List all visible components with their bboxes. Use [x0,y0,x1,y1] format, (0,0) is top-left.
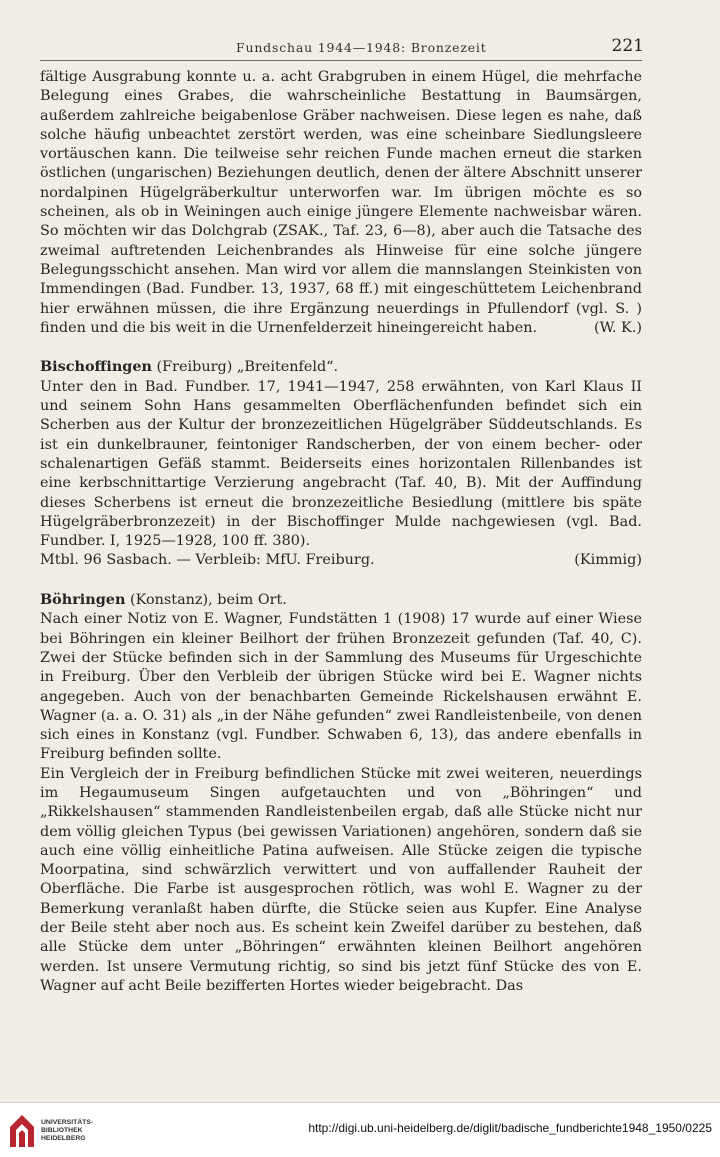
running-title: Fundschau 1944—1948: Bronzezeit [236,40,487,55]
entry-location-bischoffingen: (Freiburg) „Breitenfeld“. [151,359,339,376]
continuation-text: fältige Ausgrabung konnte u. a. acht Grabgruben in einem Hügel, die mehrfache Belegung eines Grabes, die wahrscheinliche Bestattung in Baumsärgen, außerdem zahlreiche beigabenlose Gräber nachweisen. Diese legen es nahe, daß solche häufig unbeachtet zerstört werden, was eine scheinbare Siedlungsleere vortäuschen kann. Die teilweise sehr reichen Funde machen erneut die starken östlichen (ungarischen) Beziehungen deutlich, denen der ältere Abschnitt unserer nordalpinen Hügelgräberkultur unterworfen war. Im übrigen möchte es so scheinen, als ob in Weiningen auch einige jüngere Elemente nachweisbar wären. So möchten wir das Dolchgrab (ZSAK., Taf. 23, 6—8), aber auch die Tatsache des zweimal auftretenden Leichenbrandes als Hinweise für eine solche jüngere Belegungsschicht ansehen. Man wird vor allem die mannslangen Steinkisten von Immendingen (Bad. Fundber. 13, 1937, 68 ff.) mit eingeschüttetem Leichenbrand hier erwähnen müssen, die ihre Ergänzung neuerdings in Pfullendorf (vgl. S. ) finden und die bis weit in die Urnenfelderzeit hineingereicht haben. [40,69,642,336]
continuation-paragraph [40,68,642,338]
entry-footer-bischoffingen [40,551,642,570]
viewer-footer [0,1102,720,1157]
body-text [40,68,642,996]
author-bischoffingen: (Kimmig) [574,552,642,569]
library-logo-text [41,1119,93,1143]
entry-text-boehringen-1: Nach einer Notiz von E. Wagner, Fundstätten 1 (1908) 17 wurde auf einer Wiese bei Böhringen ein kleiner Beilhort der frühen Bronzezeit gefunden (Taf. 40, C). Zwei der Stücke befinden sich in der Sammlung des Museums für Urgeschichte in Freiburg. Über den Verbleib der übrigen Stücke wird bei E. Wagner nichts angegeben. Auch von der benachbarten Gemeinde Rickelshausen erwähnt E. Wagner (a. a. O. 31) als „in der Nähe gefunden“ zwei Randleistenbeile, von denen sich eines in Konstanz (vgl. Fundber. Schwaben 6, 13), das andere ebenfalls in Freiburg befinden sollte. [40,611,642,763]
section-gap [40,338,642,357]
mtbl-bischoffingen: Mtbl. 96 Sasbach. — Verbleib: MfU. Freiburg. [40,552,375,569]
page-number: 221 [611,36,644,56]
entry-text-boehringen-2: Ein Vergleich der in Freiburg befindlichen Stücke mit zwei weiteren, neuerdings im Hegaumuseum Singen aufgetauchten und von „Böhringen“ und „Rikkelshausen“ stammenden Randleistenbeilen ergab, daß alle Stücke nicht nur dem völlig gleichen Typus (bei gewissen Variationen) angehören, sondern daß sie auch eine völlig einheitliche Patina aufweisen. Alle Stücke zeigen die typische Moorpatina, sind schwärzlich verwittert und von auffallender Rauheit der Oberfläche. Die Farbe ist ausgesprochen rötlich, was wohl E. Wagner zu der Bemerkung veranlaßt haben dürfte, die Stücke seien aus Kupfer. Eine Analyse der Beile steht aber noch aus. Es scheint kein Zweifel darüber zu bestehen, daß alle Stücke dem unter „Böhringen“ erwähnten kleinen Beilhort angehören werden. Ist unsere Vermutung richtig, so sind bis jetzt fünf Stücke des von E. Wagner auf acht Beile bezifferten Hortes wieder beigebracht. Das [40,765,642,994]
entry-location-boehringen: (Konstanz), beim Ort. [125,592,287,609]
permalink-url[interactable]: http://digi.ub.uni-heidelberg.de/diglit/badische_fundberichte1948_1950/0225 [308,1121,712,1135]
logo-line: BIBLIOTHEK [41,1127,83,1134]
university-library-logo-icon [8,1113,36,1149]
entry-heading-boehringen [40,590,642,610]
library-logo[interactable] [8,1111,128,1151]
continuation-author: (W. K.) [594,319,642,336]
section-gap [40,571,642,590]
logo-line: HEIDELBERG [41,1135,86,1142]
logo-line: UNIVERSITÄTS- [41,1119,94,1126]
entry-text-bischoffingen: Unter den in Bad. Fundber. 17, 1941—1947, 258 erwähnten, von Karl Klaus II und seinem Sohn Hans gesammelten Oberflächenfunden befindet sich ein Scherben aus der Kultur der bronzezeitlichen Hügelgräber Süddeutschlands. Es ist ein dunkelbrauner, feintoniger Randscherben, der von einem becher- oder schalenartigen Gefäß stammt. Beiderseits eines horizontalen Rillenbandes ist eine kerbschnittartige Verzierung angebracht (Taf. 40, B). Mit der Auffindung dieses Scherbens ist erneut die bronzezeitliche Besiedlung (mittlere bis späte Hügelgräberbronzezeit) in der Bischoffinger Mulde nachgewiesen (vgl. Bad. Fundber. I, 1925—1928, 100 ff. 380). [40,378,642,550]
page-header [40,36,642,61]
entry-name-bischoffingen: Bischoffingen [40,358,152,376]
entry-heading-bischoffingen [40,357,642,377]
entry-name-boehringen: Böhringen [40,591,126,609]
